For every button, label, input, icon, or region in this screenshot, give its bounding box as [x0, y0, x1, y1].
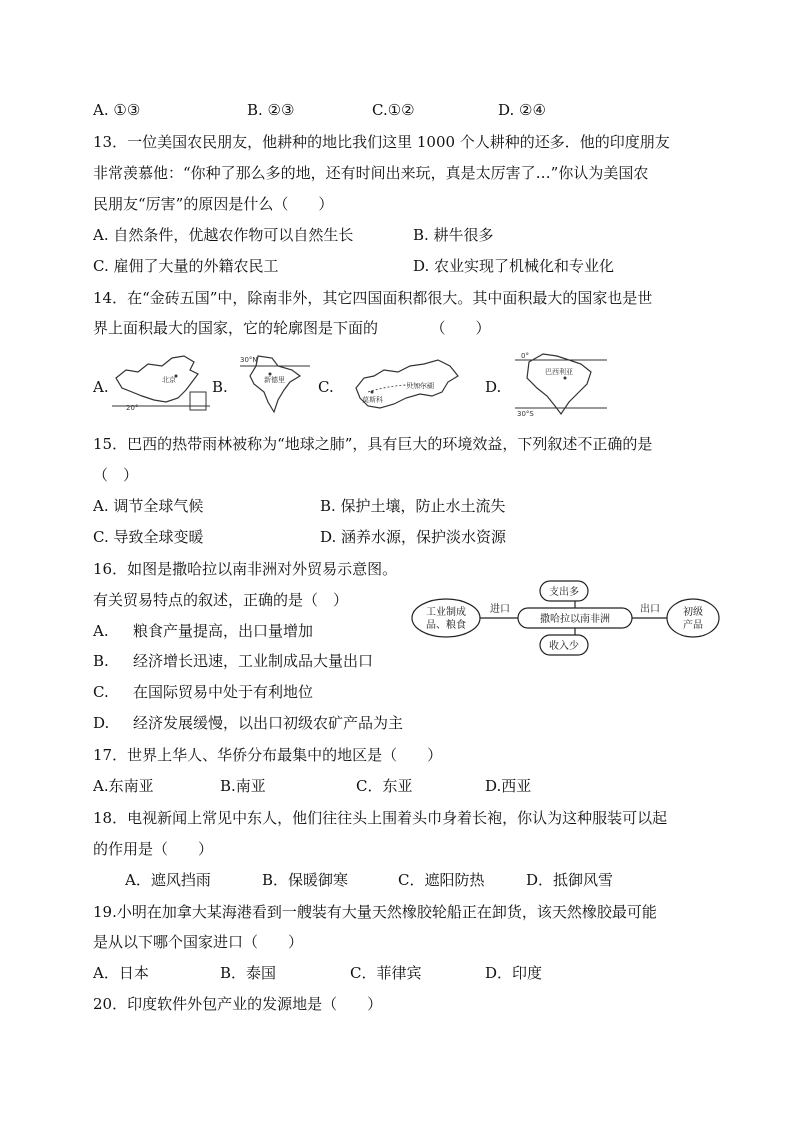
q13-option-c: C. 雇佣了大量的外籍农民工 — [93, 257, 279, 275]
q15-option-d: D. 涵养水源，保护淡水资源 — [320, 528, 507, 546]
q19-option-c: C．菲律宾 — [350, 964, 422, 982]
top-node-label: 支出多 — [549, 587, 579, 598]
q12-option-c: C.①② — [372, 101, 415, 119]
export-label: 出口 — [640, 604, 660, 615]
q16-stem-line2: 有关贸易特点的叙述，正确的是（ ） — [93, 591, 349, 609]
q19-stem-line2: 是从以下哪个国家进口（ ） — [93, 933, 304, 951]
q14-option-a: A. — [93, 378, 109, 396]
center-node-label: 撒哈拉以南非洲 — [540, 614, 610, 625]
q15-option-c: C. 导致全球变暖 — [93, 528, 204, 546]
q12-option-b: B. ②③ — [247, 101, 295, 119]
q18-option-c: C．遮阳防热 — [398, 871, 485, 889]
q16-option-d: 经济发展缓慢，以出口初级农矿产品为主 — [133, 714, 404, 732]
q18-stem-line2: 的作用是（ ） — [93, 840, 214, 858]
q16-option-a: 粮食产量提高，出口量增加 — [133, 622, 314, 640]
q13-option-b: B. 耕牛很多 — [413, 226, 494, 244]
map-d-label: 巴西利亚 — [545, 368, 573, 376]
q16-option-b-label: B. — [93, 652, 109, 670]
q19-option-b: B．泰国 — [220, 964, 277, 982]
q12-option-a: A. ①③ — [93, 101, 141, 119]
right-node-line1: 初级 — [683, 607, 703, 618]
q17-option-c: C．东亚 — [356, 777, 413, 795]
q14-map-russia — [350, 354, 462, 418]
q12-option-d: D. ②④ — [498, 101, 546, 119]
map-b-lat: 30°N — [240, 356, 258, 364]
q14-stem-line1: 14．在“金砖五国”中，除南非外，其它四国面积都很大。其中面积最大的国家也是世 — [93, 289, 653, 307]
map-a-label: 北京 — [162, 376, 176, 384]
q16-option-c-label: C. — [93, 683, 109, 701]
map-a-lat: 20° — [126, 404, 139, 412]
q13-stem-line3: 民朋友“厉害”的原因是什么（ ） — [93, 195, 334, 213]
q15-stem-line1: 15．巴西的热带雨林被称为“地球之肺”，具有巨大的环境效益，下列叙述不正确的是 — [93, 435, 653, 453]
trade-diagram — [410, 575, 720, 661]
map-b-label: 新德里 — [264, 376, 285, 384]
q17-stem: 17．世界上华人、华侨分布最集中的地区是（ ） — [93, 746, 443, 764]
q17-option-a: A.东南亚 — [93, 777, 154, 795]
left-node-line1: 工业制成 — [426, 607, 466, 618]
left-node — [412, 599, 480, 637]
q14-option-c: C. — [318, 378, 334, 396]
q14-map-china — [112, 352, 210, 414]
bottom-node-label: 收入少 — [549, 641, 579, 652]
map-d-lat-top: 0° — [521, 352, 529, 360]
q17-option-d: D.西亚 — [485, 777, 532, 795]
q19-option-a: A．日本 — [93, 964, 149, 982]
q14-map-india — [240, 352, 310, 418]
map-c-label2: 贝加尔湖 — [406, 382, 434, 390]
q17-option-b: B.南亚 — [220, 777, 266, 795]
q16-option-c: 在国际贸易中处于有利地位 — [133, 683, 314, 701]
map-d-lat-bottom: 30°S — [517, 410, 534, 418]
q16-stem-line1: 16．如图是撒哈拉以南非洲对外贸易示意图。 — [93, 560, 398, 578]
q19-option-d: D．印度 — [485, 964, 543, 982]
left-node-line2: 品、粮食 — [426, 620, 466, 631]
q14-stem-line2: 界上面积最大的国家，它的轮廓图是下面的 （ ） — [93, 319, 491, 337]
q15-option-a: A. 调节全球气候 — [93, 497, 204, 515]
map-c-label1: 莫斯科 — [362, 396, 383, 404]
q16-option-a-label: A. — [93, 622, 109, 640]
q13-stem-line1: 13．一位美国农民朋友，他耕种的地比我们这里 1000 个人耕种的还多．他的印度朋友 — [93, 133, 670, 151]
q16-option-d-label: D. — [93, 714, 110, 732]
q18-option-b: B．保暖御寒 — [262, 871, 349, 889]
import-label: 进口 — [490, 604, 510, 615]
q18-option-a: A．遮风挡雨 — [125, 871, 211, 889]
q13-option-d: D. 农业实现了机械化和专业化 — [413, 257, 615, 275]
q18-option-d: D．抵御风雪 — [526, 871, 614, 889]
q15-option-b: B. 保护土壤，防止水土流失 — [320, 497, 506, 515]
q13-stem-line2: 非常羡慕他：“你种了那么多的地，还有时间出来玩，真是太厉害了…”你认为美国农 — [93, 164, 649, 182]
q14-option-b: B. — [212, 378, 228, 396]
q14-map-brazil — [515, 348, 607, 418]
q15-stem-line2: （ ） — [93, 466, 139, 484]
q19-stem-line1: 19.小明在加拿大某海港看到一艘装有大量天然橡胶轮船正在卸货，该天然橡胶最可能 — [93, 903, 657, 921]
right-node-line2: 产品 — [683, 620, 703, 631]
right-node — [667, 599, 719, 637]
q18-stem-line1: 18．电视新闻上常见中东人，他们往往头上围着头巾身着长袍，你认为这种服装可以起 — [93, 809, 668, 827]
q16-option-b: 经济增长迅速，工业制成品大量出口 — [133, 652, 374, 670]
q20-stem: 20．印度软件外包产业的发源地是（ ） — [93, 995, 383, 1013]
q14-option-d: D. — [485, 378, 502, 396]
q13-option-a: A. 自然条件，优越农作物可以自然生长 — [93, 226, 354, 244]
